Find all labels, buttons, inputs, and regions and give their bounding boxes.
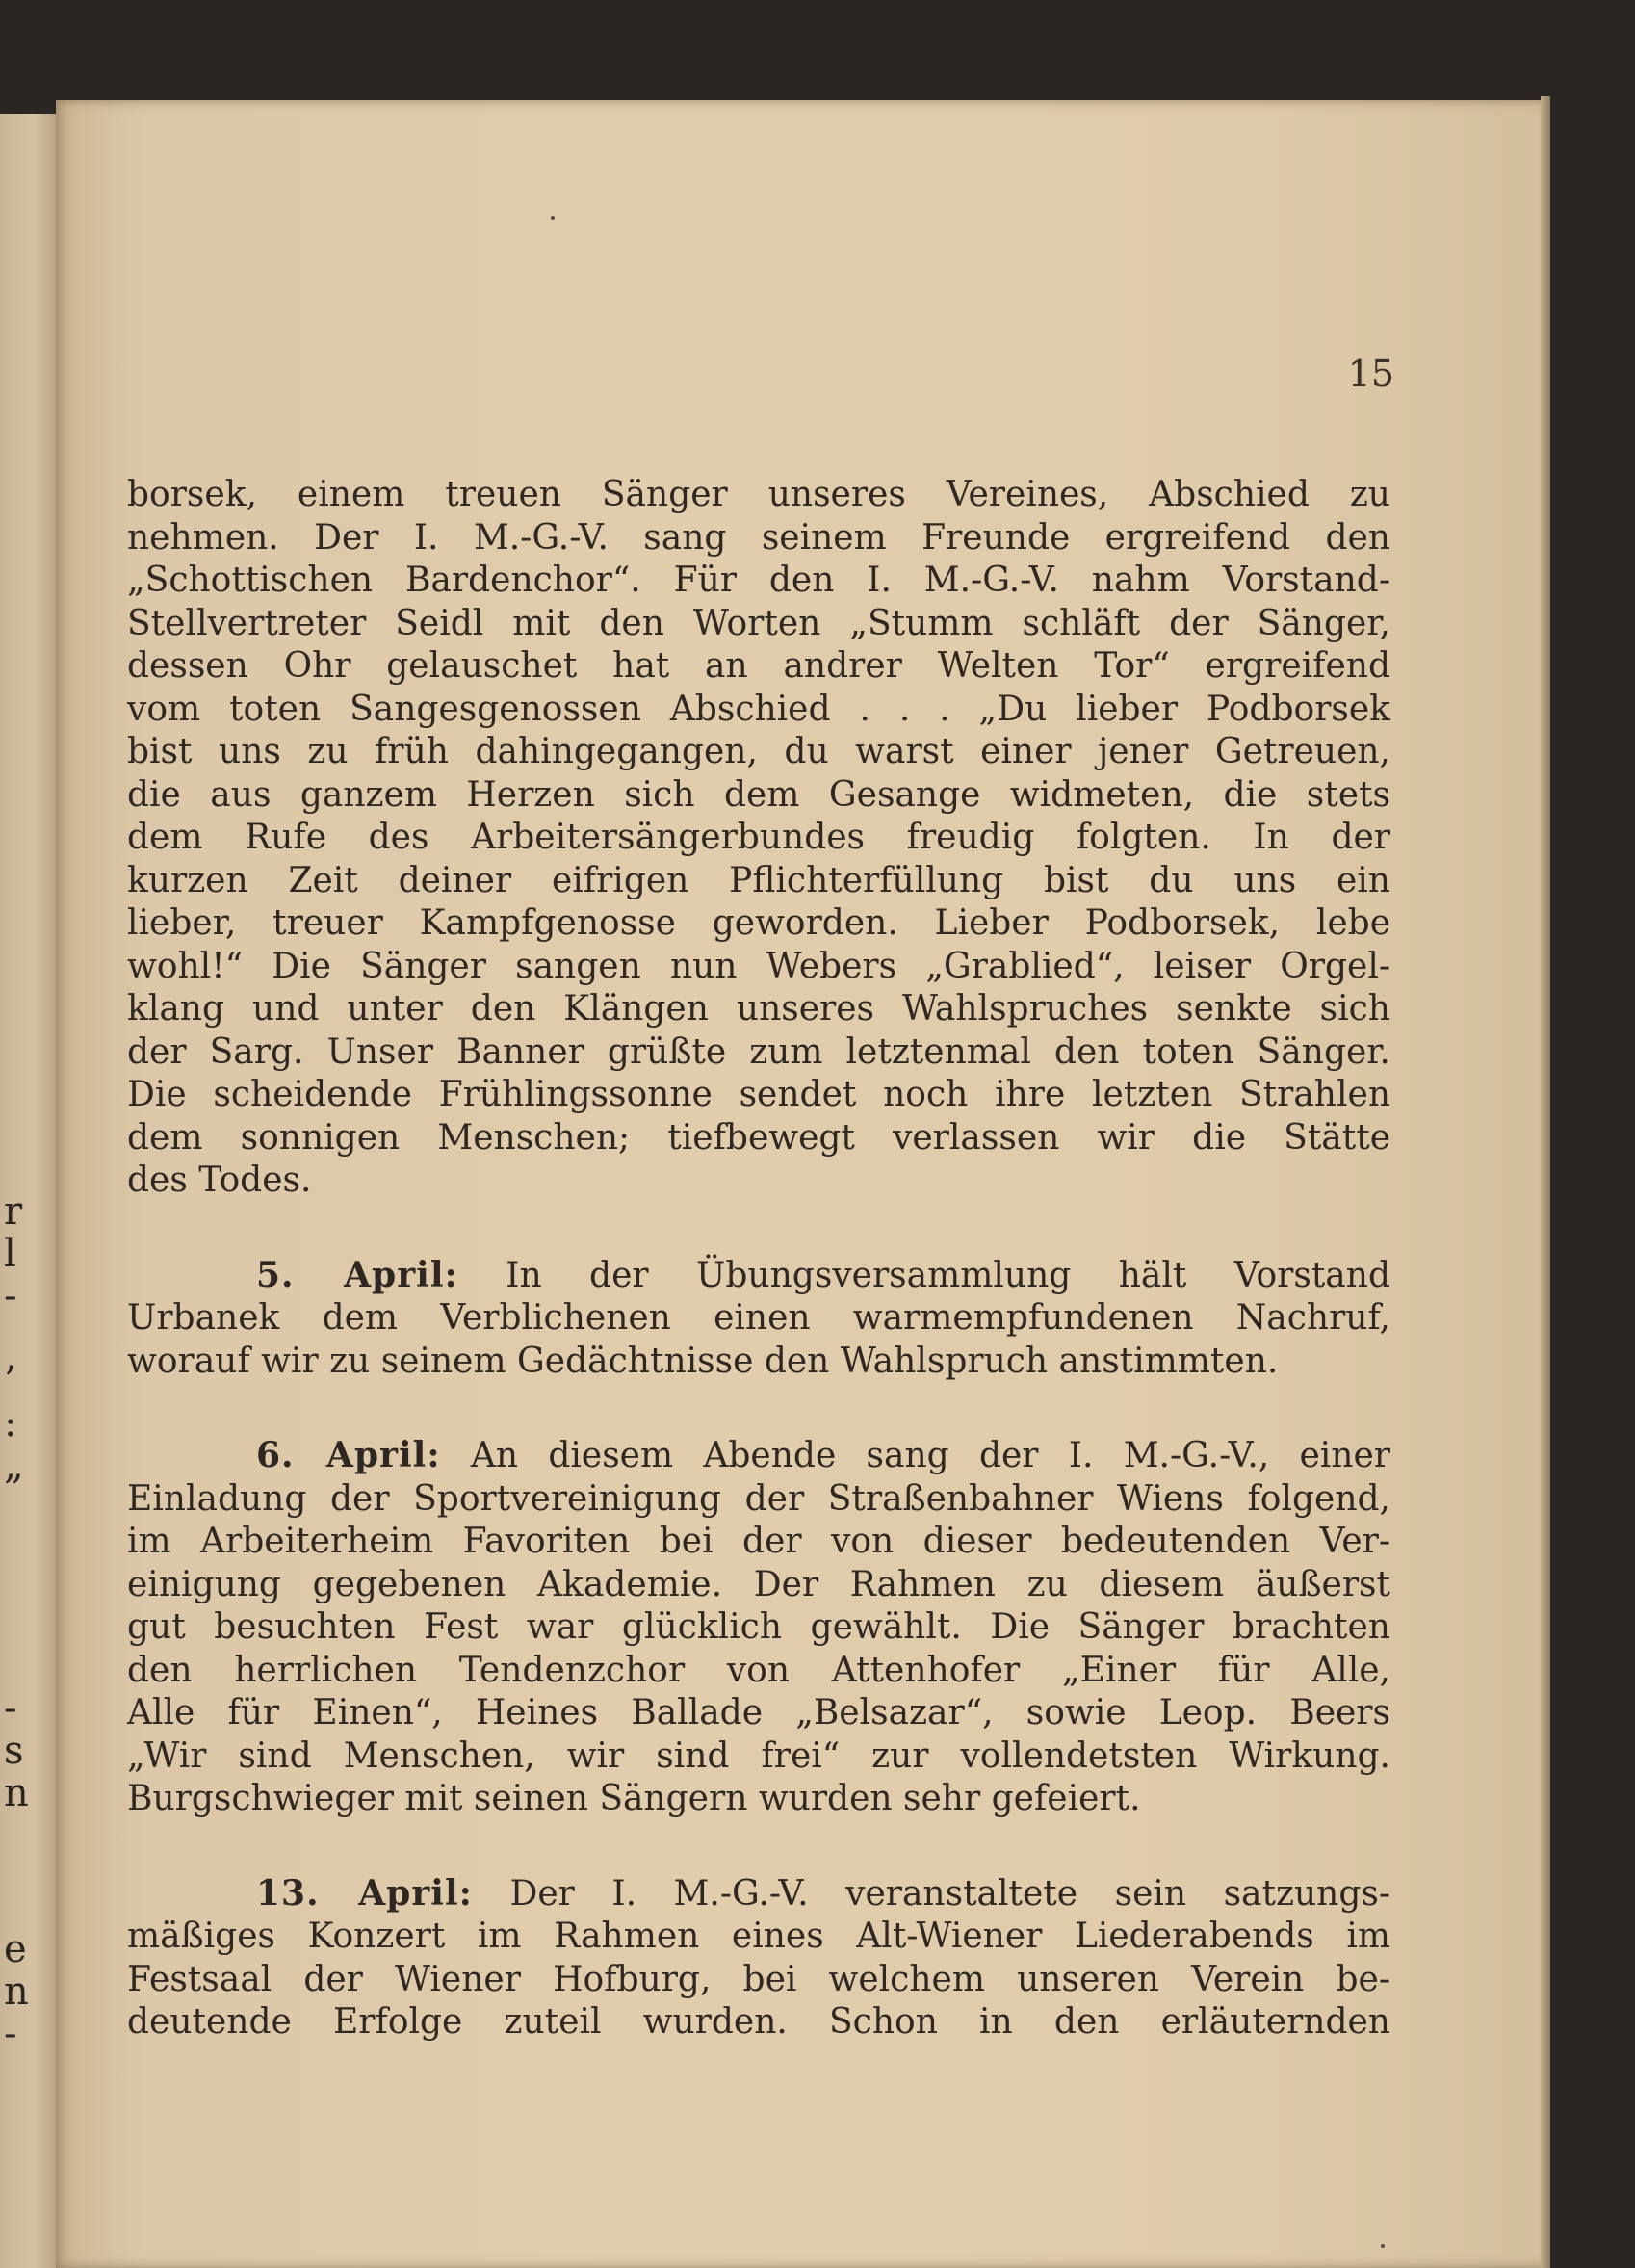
text-line: deutende Erfolge zuteil wurden. Schon in den erläuternden [127,2002,1390,2042]
facing-page-fragment: n [4,1969,29,2014]
facing-page-fragment: : [4,1401,17,1446]
text-line: dem Rufe des Arbeitersängerbundes freudig folgten. In der [127,818,1390,857]
text-line: „Schottischen Bardenchor“. Für den I. M.-G.-V. nahm Vorstand- [127,560,1390,600]
text-line: borsek, einem treuen Sänger unseres Vereines, Abschied zu [127,475,1390,514]
text-line: Burgschwieger mit seinen Sängern wurden sehr gefeiert. [127,1779,1141,1818]
text-line [127,1434,1390,1478]
text-line: mäßiges Konzert im Rahmen eines Alt-Wiener Liederabends im [127,1916,1390,1956]
text-run: In der Übungsversammlung hält Vorstand [506,1255,1390,1295]
facing-page-fragment: s [4,1729,24,1773]
text-line: lieber, treuer Kampfgenosse geworden. Lieber Podborsek, lebe [127,903,1390,943]
text-line [127,1872,1390,1916]
text-line: des Todes. [127,1160,312,1200]
text-line: Festsaal der Wiener Hofburg, bei welchem unseren Verein be- [127,1959,1390,1999]
facing-page-fragment: l [4,1232,16,1276]
text-line: nehmen. Der I. M.-G.-V. sang seinem Freunde ergreifend den [127,517,1390,558]
text-line: Stellvertreter Seidl mit den Worten „Stumm schläft der Sänger, [127,603,1390,643]
facing-page-fragment: „ [4,1444,24,1488]
book-page [56,100,1546,2268]
text-line: kurzen Zeit deiner eifrigen Pflichterfüllung bist du uns ein [127,860,1390,900]
text-line: Urbanek dem Verblichenen einen warmempfundenen Nachruf, [127,1298,1390,1338]
paragraph-april-5 [127,1254,1390,1384]
paper-speck [551,216,555,220]
text-line: vom toten Sangesgenossen Abschied . . . „Du lieber Podborsek [127,689,1390,729]
text-line: der Sarg. Unser Banner grüßte zum letztenmal den toten Sänger. [127,1031,1390,1072]
text-line: dem sonnigen Menschen; tiefbewegt verlassen wir die Stätte [127,1117,1390,1158]
text-line: „Wir sind Menschen, wir sind frei“ zur vollendetsten Wirkung. [127,1735,1390,1776]
facing-page-fragment: n [4,1771,29,1815]
paper-speck [1381,2244,1385,2248]
paragraph-april-13 [127,1872,1390,2045]
facing-page-fragment: - [4,1686,17,1731]
paragraph-spacer [127,1383,1390,1434]
text-line: einigung gegebenen Akademie. Der Rahmen zu diesem äußerst [127,1564,1390,1604]
facing-page-fragment: e [4,1927,27,1971]
facing-page-edge [0,114,56,2268]
text-line: worauf wir zu seinem Gedächtnisse den Wahlspruch anstimmten. [127,1341,1279,1381]
text-line: wohl!“ Die Sänger sangen nun Webers „Grablied“, leiser Orgel- [127,946,1390,986]
facing-page-fragment: r [4,1189,23,1234]
paragraph-april-6 [127,1434,1390,1821]
facing-page-fragment: ’ [4,1359,16,1403]
paragraph-spacer [127,1203,1390,1254]
entry-date: 13. April: [256,1872,473,1914]
page-edge-shadow [1541,96,1550,2268]
text-line: Die scheidende Frühlingssonne sendet noch ihre letzten Strahlen [127,1075,1390,1114]
text-line: bist uns zu früh dahingegangen, du warst einer jener Getreuen, [127,732,1390,771]
text-line: im Arbeiterheim Favoriten bei der von dieser bedeutenden Ver- [127,1522,1390,1561]
paragraph-spacer [127,1821,1390,1872]
page-body [127,474,1390,2045]
facing-page-fragment: - [4,2012,17,2056]
text-line: klang und unter den Klängen unseres Wahlspruches senkte sich [127,989,1390,1029]
text-line [127,1254,1390,1298]
entry-date: 6. April: [256,1435,441,1475]
entry-date: 5. April: [256,1254,458,1295]
text-line: Einladung der Sportvereinigung der Straßenbahner Wiens folgend, [127,1478,1390,1519]
paragraph-podborsek-farewell [127,474,1390,1203]
text-line: die aus ganzem Herzen sich dem Gesange widmeten, die stets [127,774,1390,815]
facing-page-fragment: - [4,1274,17,1318]
text-line: Alle für Einen“, Heines Ballade „Belsazar“, sowie Leop. Beers [127,1693,1390,1733]
page-number: 15 [1347,352,1394,395]
text-line: dessen Ohr gelauschet hat an andrer Welten Tor“ ergreifend [127,646,1390,686]
text-run: An diesem Abende sang der I. M.-G.-V., einer [470,1436,1390,1475]
text-line: den herrlichen Tendenzchor von Attenhofer „Einer für Alle, [127,1650,1390,1690]
text-run: Der I. M.-G.-V. veranstaltete sein satzungs- [509,1873,1391,1914]
text-line: gut besuchten Fest war glücklich gewählt. Die Sänger brachten [127,1607,1390,1647]
